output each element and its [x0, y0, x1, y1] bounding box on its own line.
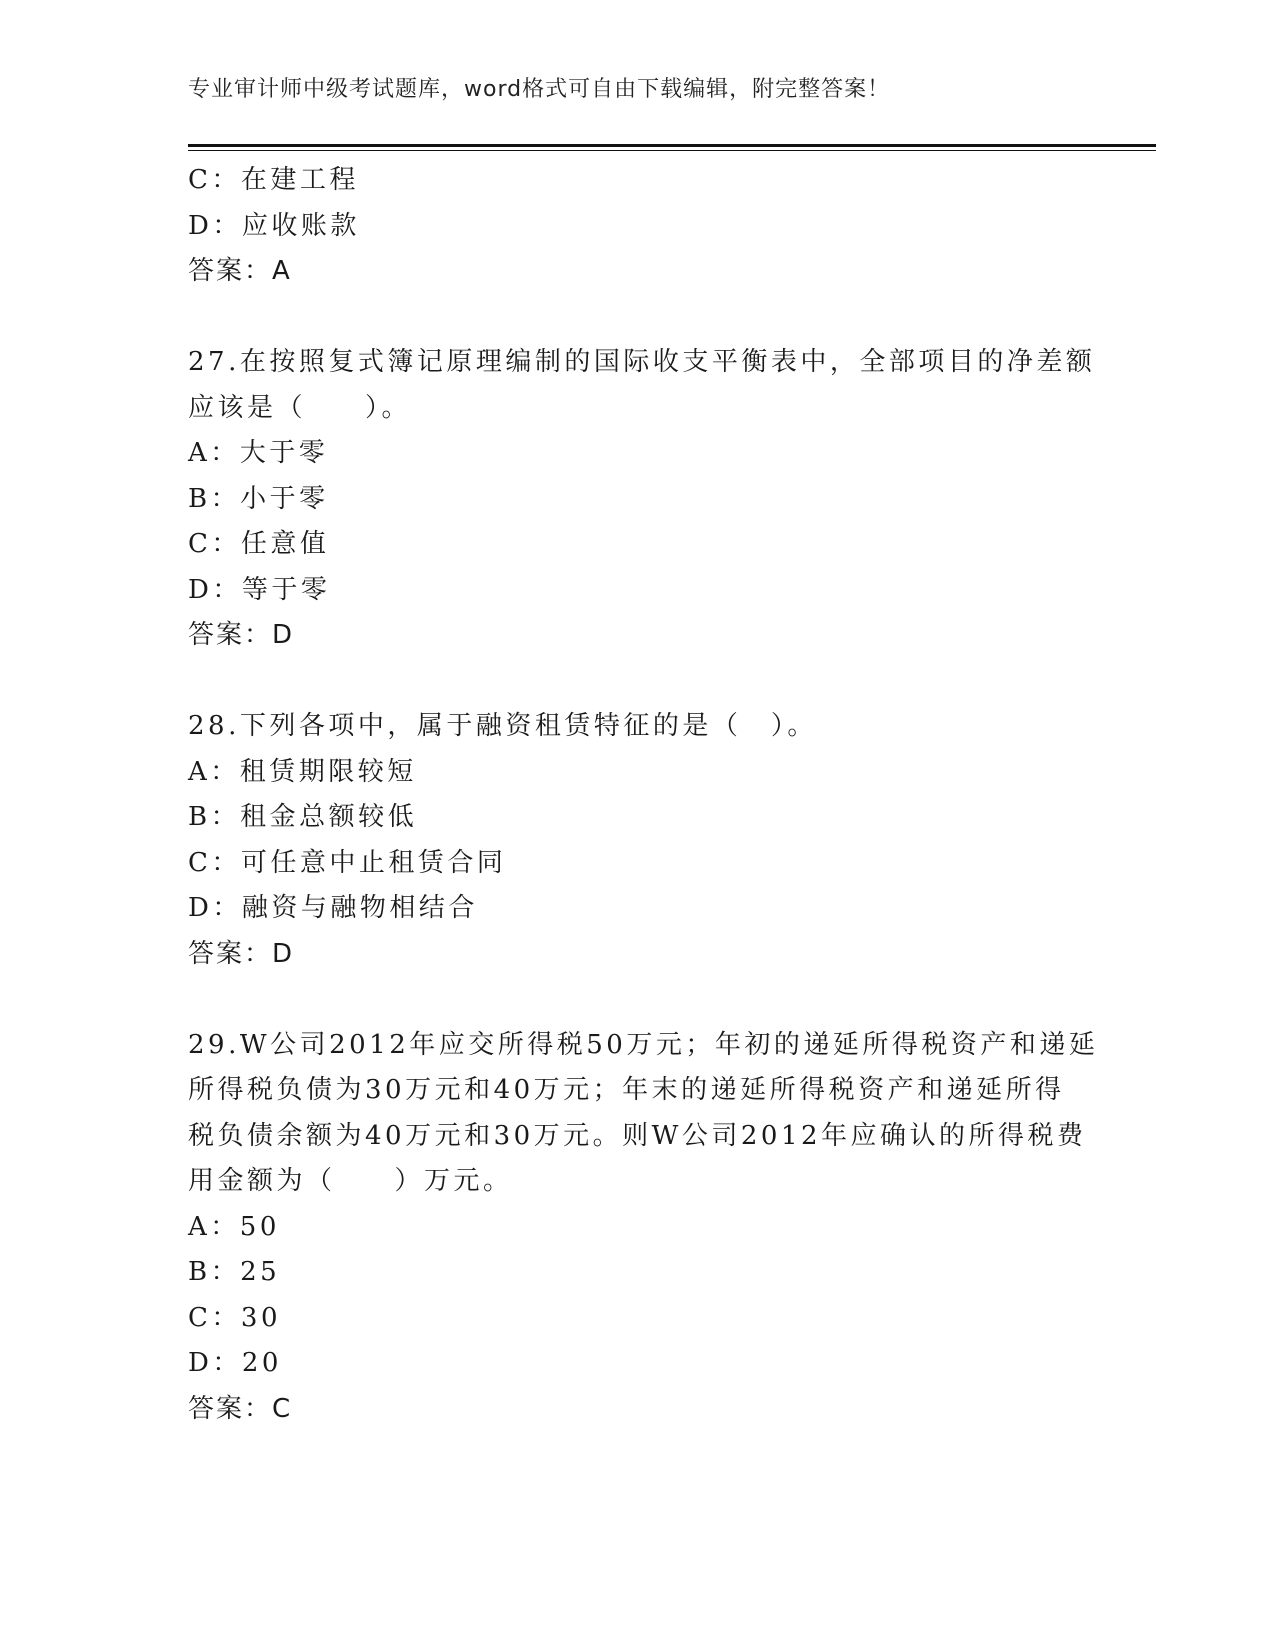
option-line [188, 431, 1088, 477]
option-line [188, 568, 1088, 614]
option-text: 25 [240, 1257, 281, 1287]
option-line [188, 795, 1088, 841]
option-line [188, 1205, 1088, 1251]
option-letter: A： [188, 756, 240, 787]
option-letter: D： [188, 893, 242, 923]
question-stem-line: 所得税负债为30万元和40万元；年末的递延所得税资产和递延所得 [188, 1075, 1065, 1105]
option-letter: B： [188, 1257, 241, 1287]
answer-line: 答案：D [188, 620, 295, 650]
option-letter: D： [188, 574, 242, 605]
option-text: 20 [241, 1348, 282, 1378]
question-stem-line: 税负债余额为40万元和30万元。则W公司2012年应确认的所得税费 [188, 1120, 1087, 1151]
spacer [188, 659, 1088, 705]
option-line [188, 750, 1088, 796]
spacer [188, 977, 1088, 1023]
option-letter: C： [188, 529, 241, 559]
option-text: 可任意中止租赁合同 [240, 847, 507, 878]
question-stem-line: 27.在按照复式簿记原理编制的国际收支平衡表中，全部项目的净差额 [188, 347, 1096, 377]
option-text: 融资与融物相结合 [241, 893, 478, 923]
option-line [188, 204, 1088, 250]
option-line [188, 158, 1088, 204]
option-text: 在建工程 [240, 165, 359, 195]
question-stem-line: 应该是（ ）。 [188, 392, 412, 423]
spacer [188, 295, 1088, 341]
option-text: 30 [240, 1302, 281, 1333]
option-text: 大于零 [239, 438, 329, 468]
question-stem-line: 28.下列各项中，属于融资租赁特征的是（ ）。 [188, 711, 817, 741]
option-line [188, 477, 1088, 523]
question-stem-line: 29.W公司2012年应交所得税50万元；年初的递延所得税资产和递延 [188, 1029, 1099, 1060]
option-line [188, 1250, 1088, 1296]
option-letter: D： [188, 210, 242, 241]
option-text: 小于零 [240, 483, 329, 514]
option-letter: A： [188, 438, 240, 468]
option-line [188, 886, 1088, 932]
option-text: 应收账款 [241, 210, 360, 241]
page-header: 专业审计师中级考试题库，word格式可自由下载编辑，附完整答案！ [188, 77, 891, 102]
option-text: 租金总额较低 [240, 802, 418, 832]
answer-line: 答案：A [188, 256, 292, 286]
answer-line: 答案：C [188, 1393, 293, 1424]
header-rule-thick [188, 144, 1156, 147]
option-line [188, 1296, 1088, 1342]
option-letter: C： [188, 165, 241, 195]
question-stem-line: 用金额为（ ）万元。 [188, 1166, 513, 1196]
option-letter: A： [188, 1211, 240, 1242]
header-rule-thin [188, 150, 1156, 151]
option-letter: C： [188, 847, 241, 878]
option-letter: D： [188, 1348, 242, 1378]
option-text: 等于零 [241, 574, 331, 605]
option-letter: C： [188, 1302, 241, 1333]
option-letter: B： [188, 802, 241, 832]
option-line [188, 841, 1088, 887]
option-text: 50 [239, 1211, 280, 1242]
option-line [188, 522, 1088, 568]
option-text: 任意值 [240, 529, 330, 559]
option-text: 租赁期限较短 [239, 756, 417, 787]
option-line [188, 1341, 1088, 1387]
answer-line: 答案：D [188, 938, 295, 969]
option-letter: B： [188, 483, 241, 514]
question-list [188, 158, 1099, 1432]
